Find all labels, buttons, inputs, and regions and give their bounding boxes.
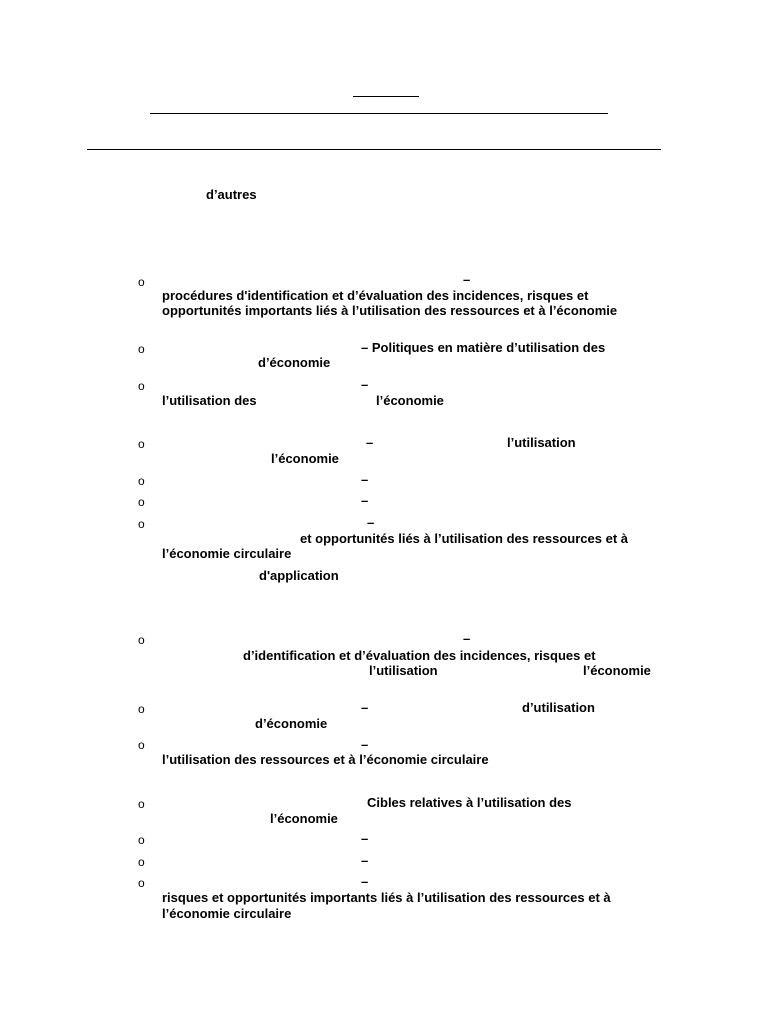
list-item-text: opportunités importants liés à l’utilisation des ressources et à l’économie	[162, 303, 618, 318]
list-item-text: l’utilisation des	[162, 393, 257, 408]
item-dash: –	[361, 831, 369, 846]
list-item-text: l’économie	[271, 451, 339, 466]
list-item-text: l’économie	[583, 663, 651, 678]
list-bullet: o	[138, 437, 145, 451]
item-dash: –	[361, 874, 369, 889]
item-dash: –	[361, 853, 369, 868]
list-item-text: et opportunités liés à l’utilisation des ressources et à	[300, 531, 628, 546]
list-bullet: o	[138, 379, 145, 393]
list-item-text: l’utilisation	[369, 663, 438, 678]
list-bullet: o	[138, 474, 145, 488]
list-bullet: o	[138, 633, 145, 647]
item-dash: –	[367, 515, 375, 530]
list-item-text: d’économie	[255, 716, 328, 731]
list-item-text: procédures d'identification et d’évaluation des incidences, risques et	[162, 288, 589, 303]
list-item-text: l’utilisation des ressources et à l’économie circulaire	[162, 752, 489, 767]
list-bullet: o	[138, 702, 145, 716]
list-item-text: l’économie circulaire	[162, 546, 292, 561]
list-bullet: o	[138, 876, 145, 890]
item-dash: –	[361, 377, 369, 392]
item-dash: –	[463, 631, 471, 646]
section-divider	[87, 149, 661, 150]
list-item-text: – Politiques en matière d’utilisation des	[361, 340, 606, 355]
title-underline	[353, 96, 419, 97]
section-fragment: d'application	[259, 568, 339, 583]
list-bullet: o	[138, 342, 145, 356]
item-dash: –	[463, 272, 471, 287]
item-dash: –	[366, 435, 374, 450]
list-item-text: l’économie circulaire	[162, 906, 292, 921]
list-item-text: d’économie	[258, 355, 331, 370]
item-dash: –	[361, 737, 369, 752]
list-bullet: o	[138, 855, 145, 869]
list-item-text: l’utilisation	[507, 435, 576, 450]
list-bullet: o	[138, 833, 145, 847]
subtitle-underline	[150, 113, 608, 114]
list-bullet: o	[138, 495, 145, 509]
list-item-text: Cibles relatives à l’utilisation des	[367, 795, 572, 810]
list-bullet: o	[138, 517, 145, 531]
list-item-text: d’utilisation	[522, 700, 595, 715]
list-item-text: risques et opportunités importants liés à l’utilisation des ressources et à	[162, 890, 611, 905]
item-dash: –	[361, 493, 369, 508]
item-dash: –	[361, 700, 369, 715]
list-item-text: l’économie	[376, 393, 444, 408]
intro-fragment: d’autres	[206, 187, 257, 202]
list-item-text: l’économie	[270, 811, 338, 826]
list-bullet: o	[138, 797, 145, 811]
list-bullet: o	[138, 275, 145, 289]
list-bullet: o	[138, 738, 145, 752]
item-dash: –	[361, 472, 369, 487]
list-item-text: d’identification et d’évaluation des incidences, risques et	[243, 648, 596, 663]
